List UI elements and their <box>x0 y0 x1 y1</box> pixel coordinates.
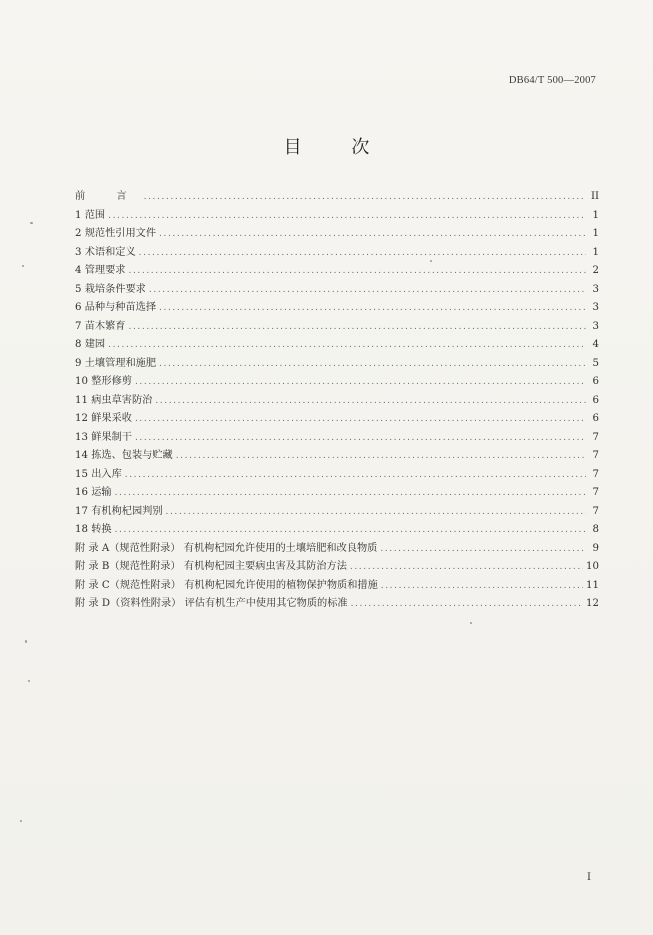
toc-entry[interactable] <box>75 466 599 485</box>
toc-entry[interactable] <box>75 410 599 429</box>
toc-entry-page: 2 <box>592 265 599 276</box>
toc-leader-dots <box>128 262 586 281</box>
toc-entry[interactable] <box>75 447 599 466</box>
toc-entry-label: 前 言 <box>75 191 141 202</box>
toc-leader-dots <box>128 318 586 337</box>
toc-entry-label: 9 土壤管理和施肥 <box>75 357 157 369</box>
toc-entry-page: 7 <box>592 487 599 498</box>
toc-leader-dots <box>159 225 586 244</box>
toc-entry-label: 8 建园 <box>75 339 106 350</box>
toc-entry[interactable] <box>75 540 599 559</box>
toc-entry-label: 15 出入库 <box>75 468 122 480</box>
toc-entry-page: 5 <box>592 357 599 369</box>
toc-entry-label: 附 录 A（规范性附录） 有机枸杞园允许使用的土壤培肥和改良物质 <box>75 542 378 554</box>
toc-entry[interactable] <box>75 558 599 577</box>
toc-entry-label: 2 规范性引用文件 <box>75 228 157 239</box>
toc-entry-label: 14 拣选、包装与贮藏 <box>75 450 173 461</box>
scan-speck <box>430 260 432 262</box>
toc-entry-page: 1 <box>592 228 599 239</box>
toc-entry-label: 17 有机枸杞园判别 <box>75 505 163 517</box>
toc-leader-dots <box>149 281 586 300</box>
toc-leader-dots <box>381 577 583 596</box>
scan-speck <box>20 820 22 822</box>
toc-leader-dots <box>350 558 583 577</box>
toc-entry-label: 附 录 C（规范性附录） 有机枸杞园允许使用的植物保护物质和措施 <box>75 579 378 591</box>
toc-leader-dots <box>351 595 583 614</box>
toc-entry-page: 11 <box>586 579 599 591</box>
toc-entry[interactable] <box>75 207 599 226</box>
toc-entry-label: 6 品种与种苗选择 <box>75 302 157 313</box>
toc-entry[interactable] <box>75 373 599 392</box>
toc-leader-dots <box>115 521 586 540</box>
toc-leader-dots <box>108 336 586 355</box>
toc-entry[interactable] <box>75 503 599 522</box>
toc-leader-dots <box>135 410 586 429</box>
toc-entry-page: 9 <box>592 542 599 554</box>
toc-entry-page: 7 <box>592 450 599 461</box>
toc-leader-dots <box>108 207 586 226</box>
toc-leader-dots <box>144 188 586 207</box>
toc-entry-page: 4 <box>592 339 599 350</box>
scan-speck <box>22 265 24 267</box>
toc-entry-label: 3 术语和定义 <box>75 246 136 258</box>
toc-leader-dots <box>139 244 586 263</box>
scan-speck <box>470 622 472 624</box>
toc-entry[interactable] <box>75 355 599 374</box>
toc-entry-page: 1 <box>592 209 599 221</box>
toc-entry-page: 12 <box>586 598 599 609</box>
toc-entry-label: 16 运输 <box>75 487 112 498</box>
toc-entry[interactable] <box>75 262 599 281</box>
scan-speck <box>28 680 30 682</box>
toc-entry-label: 11 病虫草害防治 <box>75 394 153 406</box>
toc-entry[interactable] <box>75 429 599 448</box>
toc-entry-page: 10 <box>586 561 599 572</box>
toc-entry-label: 附 录 D（资料性附录） 评估有机生产中使用其它物质的标准 <box>75 598 348 609</box>
toc-entry[interactable] <box>75 595 599 614</box>
toc-entry[interactable] <box>75 577 599 596</box>
toc-entry[interactable] <box>75 336 599 355</box>
toc-entry-page: 1 <box>592 246 599 258</box>
toc-leader-dots <box>125 466 586 485</box>
toc-entry-label: 13 鲜果制干 <box>75 431 132 443</box>
toc-entry-label: 12 鲜果采收 <box>75 413 132 424</box>
scan-speck <box>25 640 27 643</box>
toc-title: 目 次 <box>283 137 392 158</box>
toc-leader-dots <box>166 503 586 522</box>
toc-leader-dots <box>135 429 586 448</box>
toc-entry[interactable] <box>75 244 599 263</box>
toc-entry-page: 6 <box>592 413 599 424</box>
toc-entry[interactable] <box>75 281 599 300</box>
toc-entry-page: 7 <box>592 505 599 517</box>
toc-entry-page: 7 <box>592 468 599 480</box>
toc-entry[interactable] <box>75 299 599 318</box>
page-number: I <box>587 872 591 883</box>
toc-leader-dots <box>380 540 586 559</box>
toc-leader-dots <box>155 392 586 411</box>
toc-entry-label: 4 管理要求 <box>75 265 126 276</box>
toc-entry-page: 7 <box>592 431 599 443</box>
toc-entry[interactable] <box>75 484 599 503</box>
toc-entry-label: 18 转换 <box>75 524 112 535</box>
toc-leader-dots <box>159 355 586 374</box>
table-of-contents <box>75 188 599 614</box>
toc-entry-page: 3 <box>592 283 599 295</box>
toc-entry-label: 1 范围 <box>75 209 106 221</box>
toc-entry-page: II <box>590 191 599 202</box>
toc-leader-dots <box>159 299 586 318</box>
toc-leader-dots <box>135 373 586 392</box>
toc-entry[interactable] <box>75 188 599 207</box>
toc-entry-label: 附 录 B（规范性附录） 有机枸杞园主要病虫害及其防治方法 <box>75 561 347 572</box>
toc-entry[interactable] <box>75 318 599 337</box>
toc-entry-page: 3 <box>592 302 599 313</box>
toc-entry-page: 6 <box>592 376 599 387</box>
toc-entry[interactable] <box>75 521 599 540</box>
toc-leader-dots <box>176 447 586 466</box>
scan-speck <box>30 222 33 224</box>
toc-entry-label: 7 苗木繁育 <box>75 320 126 332</box>
toc-entry-label: 5 栽培条件要求 <box>75 283 146 295</box>
toc-entry-page: 3 <box>592 320 599 332</box>
toc-entry-label: 10 整形修剪 <box>75 376 132 387</box>
document-code: DB64/T 500—2007 <box>508 75 596 86</box>
toc-entry[interactable] <box>75 392 599 411</box>
toc-entry[interactable] <box>75 225 599 244</box>
toc-entry-page: 6 <box>592 394 599 406</box>
toc-leader-dots <box>115 484 586 503</box>
toc-entry-page: 8 <box>592 524 599 535</box>
